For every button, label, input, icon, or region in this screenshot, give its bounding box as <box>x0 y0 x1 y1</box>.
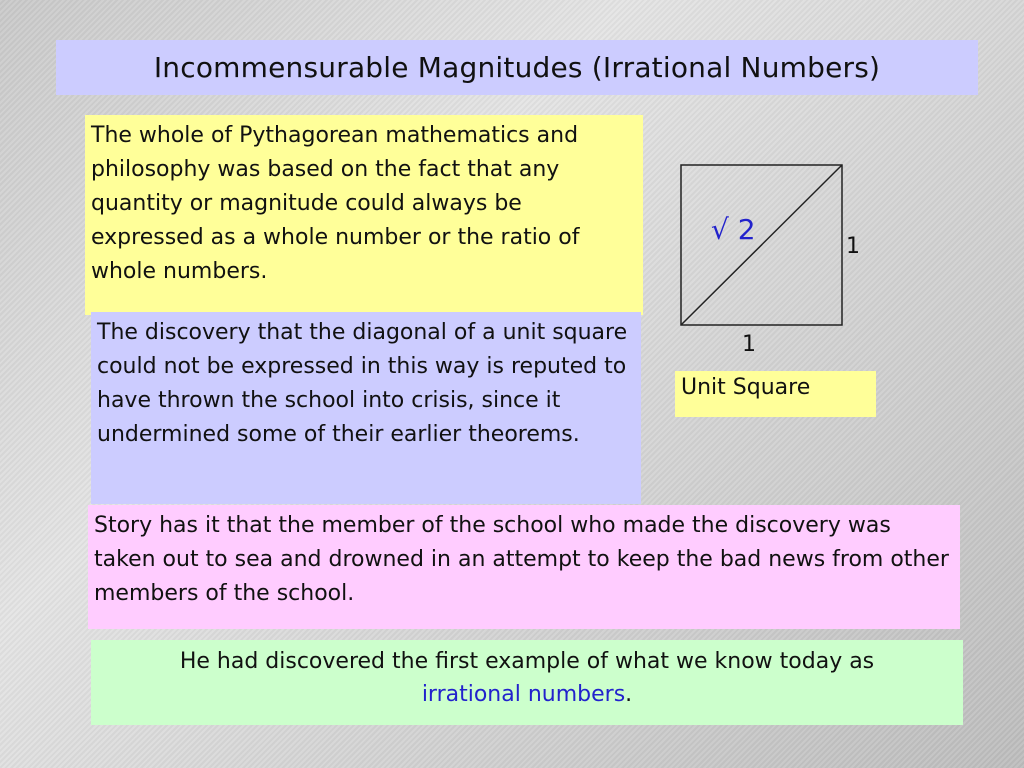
pythagorean-belief-paragraph <box>85 115 643 315</box>
pythagorean-belief-text: The whole of Pythagorean mathematics and philosophy was based on the fact that any quantity or magnitude could always be expressed as a whole number or the ratio of whole numbers. <box>91 123 580 284</box>
unit-square-caption-text: Unit Square <box>681 375 811 400</box>
story-text: Story has it that the member of the school who made the discovery was taken out to sea and drowned in an attempt to keep the bad news from other members of the school. <box>94 513 949 606</box>
diagonal-length-label: √ 2 <box>711 213 756 246</box>
slide-title <box>56 40 978 95</box>
conclusion-paragraph <box>91 640 963 725</box>
unit-square-caption <box>675 371 876 417</box>
irrational-numbers-link[interactable]: irrational numbers <box>421 682 626 707</box>
conclusion-period: . <box>625 682 633 707</box>
diagonal-discovery-paragraph <box>91 312 641 504</box>
side-length-label-right: 1 <box>846 234 860 259</box>
side-length-label-bottom: 1 <box>742 332 756 357</box>
unit-square-diagonal <box>681 165 842 325</box>
unit-square-diagram <box>676 160 866 360</box>
story-paragraph <box>88 505 960 629</box>
conclusion-text: He had discovered the first example of what we know today as <box>179 649 875 674</box>
diagonal-discovery-text: The discovery that the diagonal of a unit square could not be expressed in this way is reputed to have thrown the school into crisis, since it undermined some of their earlier theorems. <box>97 320 628 447</box>
slide-title-text: Incommensurable Magnitudes (Irrational Numbers) <box>153 51 881 84</box>
